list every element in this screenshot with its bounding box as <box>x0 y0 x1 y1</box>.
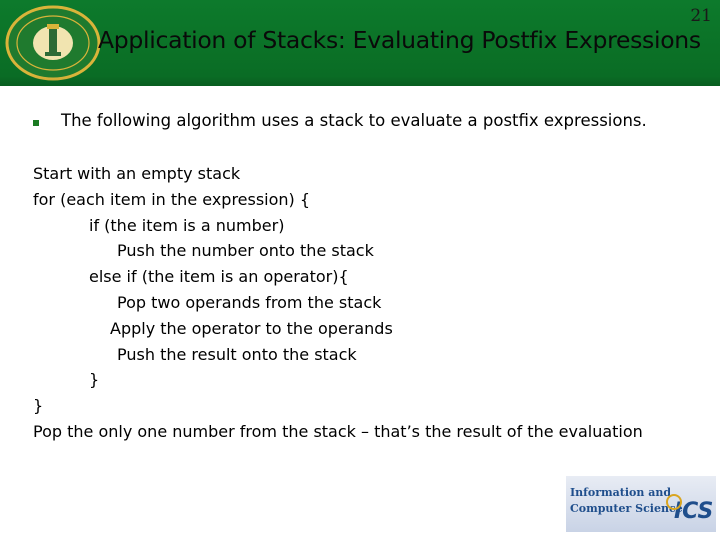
algorithm-block <box>33 161 643 445</box>
slide-number: 21 <box>690 6 712 26</box>
algorithm-line: Push the result onto the stack <box>117 344 357 364</box>
bullet-square-icon <box>33 120 39 126</box>
algorithm-line: } <box>33 396 44 416</box>
algorithm-line: Apply the operator to the operands <box>110 318 393 338</box>
algorithm-line: else if (the item is an operator){ <box>89 267 349 287</box>
university-logo <box>4 4 102 82</box>
algorithm-line: for (each item in the expression) { <box>33 189 311 209</box>
brand-line2: Computer Science <box>570 502 683 515</box>
algorithm-line: Pop the only one number from the stack – that’s the result of the evaluation <box>33 421 643 441</box>
algorithm-line: } <box>89 370 100 390</box>
slide-header <box>0 0 720 86</box>
ics-brand-logo <box>566 476 716 532</box>
algorithm-line: Pop two operands from the stack <box>117 292 382 312</box>
brand-mark: ICS <box>674 499 714 524</box>
algorithm-line: Push the number onto the stack <box>117 241 374 261</box>
brand-line1: Information and <box>570 486 672 499</box>
bullet-text: The following algorithm uses a stack to evaluate a postfix expressions. <box>61 111 647 130</box>
algorithm-line: if (the item is a number) <box>89 215 285 235</box>
algorithm-line: Start with an empty stack <box>33 164 241 183</box>
slide-title: Application of Stacks: Evaluating Postfix Expressions <box>98 26 701 54</box>
